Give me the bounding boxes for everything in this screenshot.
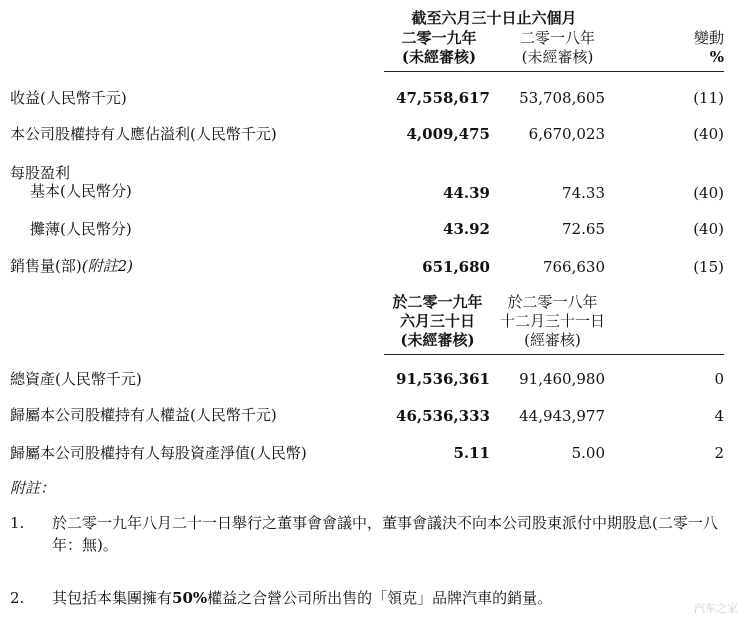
row-value-2019-sales-volume: 651,680 (422, 258, 490, 276)
header2-rule (384, 354, 724, 355)
row-value-2019-eps-basic: 44.39 (443, 184, 490, 202)
period-title: 截至六月三十日止六個月 (411, 9, 577, 27)
note-2-number: 2. (10, 589, 25, 607)
row-value-2019-eps-diluted: 43.92 (443, 220, 490, 238)
col2-2019-header-line3: (未經審核) (400, 331, 475, 349)
change-header-line2: % (709, 48, 724, 66)
row-label-eps-basic: 基本(人民幣分) (30, 182, 132, 200)
row-label-eps: 每股盈利 (10, 164, 71, 182)
change-header-line1: 變動 (693, 29, 724, 47)
col-2018-header-line2: (未經審核) (521, 48, 594, 66)
row-label-equity: 歸屬本公司股權持有人權益(人民幣千元) (10, 406, 277, 424)
note-1-number: 1. (10, 514, 25, 532)
row-value-2019-equity: 46,536,333 (396, 407, 490, 425)
col-2019-header-line2: (未經審核) (401, 48, 477, 66)
row-value-2018-revenue: 53,708,605 (519, 89, 605, 107)
row-label-profit: 本公司股權持有人應佔溢利(人民幣千元) (10, 125, 277, 143)
row-label-revenue: 收益(人民幣千元) (10, 89, 127, 107)
header-rule (384, 71, 724, 72)
note-2-text-pre: 其包括本集團擁有 (52, 589, 173, 607)
col2-2019-header-line2: 六月三十日 (399, 312, 475, 330)
row-value-2018-nav-per-share: 5.00 (571, 444, 605, 462)
row-value-2018-equity: 44,943,977 (519, 407, 605, 425)
row-label-nav-per-share: 歸屬本公司股權持有人每股資產淨值(人民幣) (10, 444, 307, 462)
col2-2018-header-line2: 十二月三十一日 (499, 312, 605, 330)
col2-2018-header-line3: (經審核) (524, 331, 581, 349)
sales-volume-note-ref: (附註2) (81, 257, 133, 275)
note-2-text-bold: 50% (172, 589, 208, 607)
col-2018-header-line1: 二零一八年 (519, 29, 595, 47)
row-change-profit: (40) (693, 125, 724, 143)
col2-2018-header-line1: 於二零一八年 (507, 293, 598, 311)
notes-title: 附註： (10, 479, 56, 497)
row-label-eps-diluted: 攤薄(人民幣分) (30, 220, 132, 238)
row-value-2018-sales-volume: 766,630 (542, 258, 605, 276)
row-label-total-assets: 總資產(人民幣千元) (10, 370, 142, 388)
watermark-text: 汽车之家 (694, 602, 738, 615)
row-value-2019-nav-per-share: 5.11 (453, 444, 490, 462)
col2-2019-header-line1: 於二零一九年 (392, 293, 483, 311)
row-change-revenue: (11) (693, 89, 724, 107)
row-label-sales-volume (10, 256, 133, 276)
note-2-text (52, 588, 552, 608)
note-2-text-post: 權益之合營公司所出售的「領克」品牌汽車的銷量。 (207, 589, 553, 607)
row-value-2018-total-assets: 91,460,980 (519, 370, 605, 388)
row-value-2018-eps-diluted: 72.65 (562, 220, 605, 238)
note-1-text: 於二零一九年八月二十一日舉行之董事會會議中，董事會議決不向本公司股東派付中期股息(二零一八年：無)。 (52, 514, 718, 554)
row-change-total-assets: 0 (714, 370, 724, 388)
col-2019-header-line1: 二零一九年 (401, 29, 477, 47)
row-value-2018-profit: 6,670,023 (528, 125, 605, 143)
sales-volume-label-text: 銷售量(部) (10, 257, 82, 275)
row-value-2018-eps-basic: 74.33 (562, 184, 605, 202)
row-change-equity: 4 (714, 407, 724, 425)
row-value-2019-profit: 4,009,475 (406, 125, 490, 143)
row-change-eps-basic: (40) (693, 184, 724, 202)
row-value-2019-revenue: 47,558,617 (396, 89, 490, 107)
row-value-2019-total-assets: 91,536,361 (396, 370, 490, 388)
row-change-nav-per-share: 2 (714, 444, 724, 462)
row-change-eps-diluted: (40) (693, 220, 724, 238)
row-change-sales-volume: (15) (693, 258, 724, 276)
